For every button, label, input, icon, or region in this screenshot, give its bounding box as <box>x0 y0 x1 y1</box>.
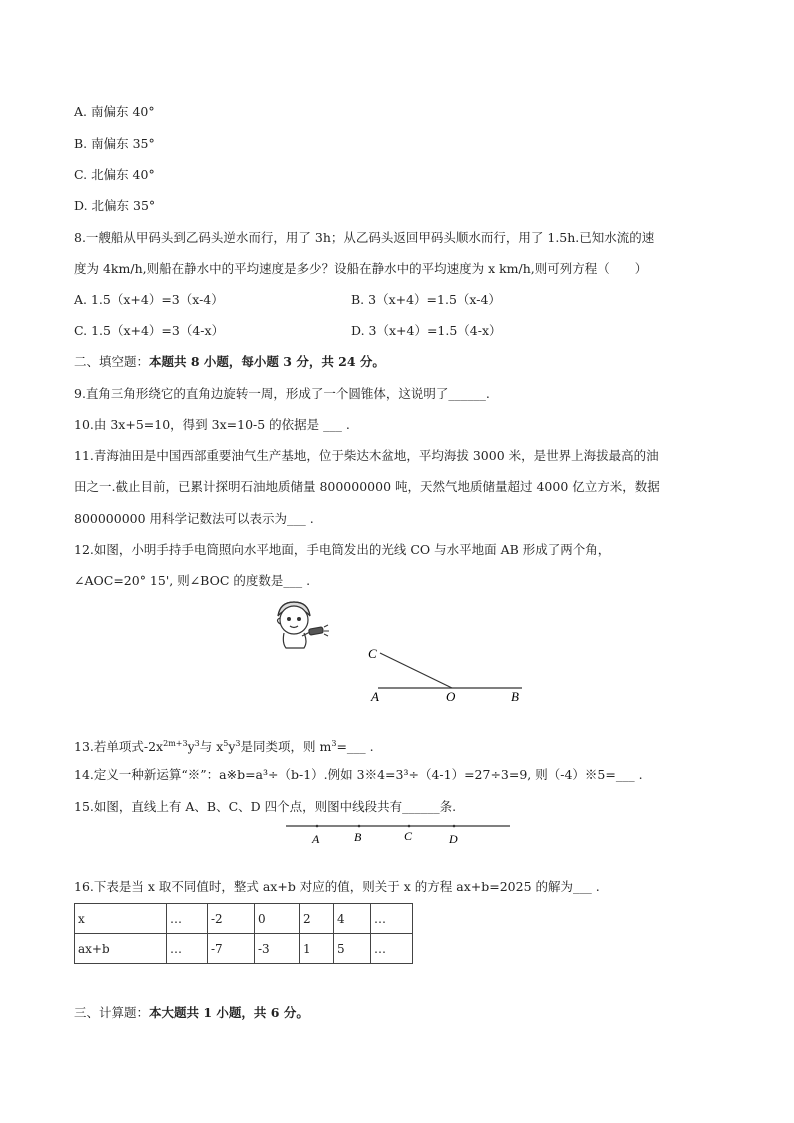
option-a: A. 南偏东 40° <box>74 104 155 119</box>
q12-line1: 12.如图，小明手持手电筒照向水平地面，手电筒发出的光线 CO 与水平地面 AB 形成了两个角， <box>74 542 611 557</box>
q11-line2: 田之一.截止目前，已累计探明石油地质储量 800000000 吨，天然气地质储量超过 4000 亿立方米，数据 <box>74 479 660 494</box>
point-c-label: C <box>404 829 413 843</box>
q13-exp: 5 <box>223 739 229 748</box>
q13-part: y <box>228 739 236 755</box>
q10: 10.由 3x+5=10，得到 3x=10-5 的依据是 ___ . <box>74 417 350 432</box>
q8-option-c: C. 1.5（x+4）=3（4-x） <box>74 323 225 338</box>
section-2-heading <box>74 354 385 370</box>
option-b: B. 南偏东 35° <box>74 136 155 151</box>
q13 <box>74 736 374 755</box>
label-c: C <box>368 646 377 661</box>
q11-line1: 11.青海油田是中国西部重要油气生产基地，位于柴达木盆地，平均海拔 3000 米，是世界上海拔最高的油 <box>74 448 659 463</box>
q8-option-a: A. 1.5（x+4）=3（x-4） <box>74 292 224 307</box>
table-cell: 4 <box>334 904 371 934</box>
section-3-heading <box>74 1005 309 1021</box>
option-c: C. 北偏东 40° <box>74 167 155 182</box>
q8-option-b: B. 3（x+4）=1.5（x-4） <box>351 292 501 307</box>
q9: 9.直角三角形绕它的直角边旋转一周，形成了一个圆锥体，这说明了______. <box>74 386 490 401</box>
table-row <box>75 934 413 964</box>
table-cell: 5 <box>334 934 371 964</box>
section-3-text: 本大题共 1 小题，共 6 分。 <box>149 1005 309 1020</box>
section-2-prefix: 二、填空题： <box>74 354 150 369</box>
q13-exp: 3 <box>235 739 241 748</box>
boy-flashlight-figure <box>266 598 346 652</box>
q8-option-d: D. 3（x+4）=1.5（4-x） <box>351 323 502 338</box>
table-cell: 0 <box>255 904 300 934</box>
q15: 15.如图，直线上有 A、B、C、D 四个点，则图中线段共有______条. <box>74 799 457 814</box>
q13-part: 与 x <box>199 739 224 755</box>
table-cell: … <box>371 904 413 934</box>
q8-line1: 8.一艘船从甲码头到乙码头逆水而行，用了 3h；从乙码头返回甲码头顺水而行，用了 1.5h.已知水流的速 <box>74 230 655 245</box>
q13-part: 13.若单项式-2x <box>74 739 164 755</box>
points-line-figure <box>284 818 514 848</box>
q13-part: y <box>187 739 195 755</box>
point-a-label: A <box>312 832 320 846</box>
label-b: B <box>511 689 519 704</box>
option-d: D. 北偏东 35° <box>74 198 156 213</box>
q8-line2: 度为 4km/h,则船在静水中的平均速度是多少？设船在静水中的平均速度为 x km/h,则可列方程（ ） <box>74 261 648 276</box>
values-table <box>74 903 413 964</box>
table-cell: -3 <box>255 934 300 964</box>
q12-line2: ∠AOC=20° 15', 则∠BOC 的度数是___ . <box>74 573 311 588</box>
table-cell: 2 <box>300 904 334 934</box>
table-cell: 1 <box>300 934 334 964</box>
label-a: A <box>371 689 379 704</box>
q13-exp: 2m+3 <box>163 739 188 748</box>
table-cell: x <box>75 904 167 934</box>
table-cell: … <box>371 934 413 964</box>
angle-figure <box>360 640 530 706</box>
point-d-label: D <box>449 832 458 846</box>
q16: 16.下表是当 x 取不同值时，整式 ax+b 对应的值，则关于 x 的方程 ax+b=2025 的解为___ . <box>74 879 600 894</box>
table-cell: -7 <box>208 934 255 964</box>
point-b-label: B <box>354 830 362 844</box>
table-row <box>75 904 413 934</box>
q13-part: 是同类项，则 m <box>240 739 332 755</box>
q14: 14.定义一种新运算“※”：a※b=a³÷（b-1）.例如 3※4=3³÷（4-1）=27÷3=9, 则（-4）※5=___ . <box>74 767 643 782</box>
q13-exp: 3 <box>331 739 337 748</box>
label-o: O <box>446 689 456 704</box>
section-2-text: 本题共 8 小题，每小题 3 分，共 24 分。 <box>149 354 385 369</box>
table-cell: -2 <box>208 904 255 934</box>
section-3-prefix: 三、计算题： <box>74 1005 150 1020</box>
q13-part: =___ . <box>336 739 374 755</box>
table-cell: … <box>167 904 208 934</box>
q13-exp: 3 <box>194 739 200 748</box>
table-cell: ax+b <box>75 934 167 964</box>
q11-line3: 800000000 用科学记数法可以表示为___ . <box>74 511 314 526</box>
table-cell: … <box>167 934 208 964</box>
